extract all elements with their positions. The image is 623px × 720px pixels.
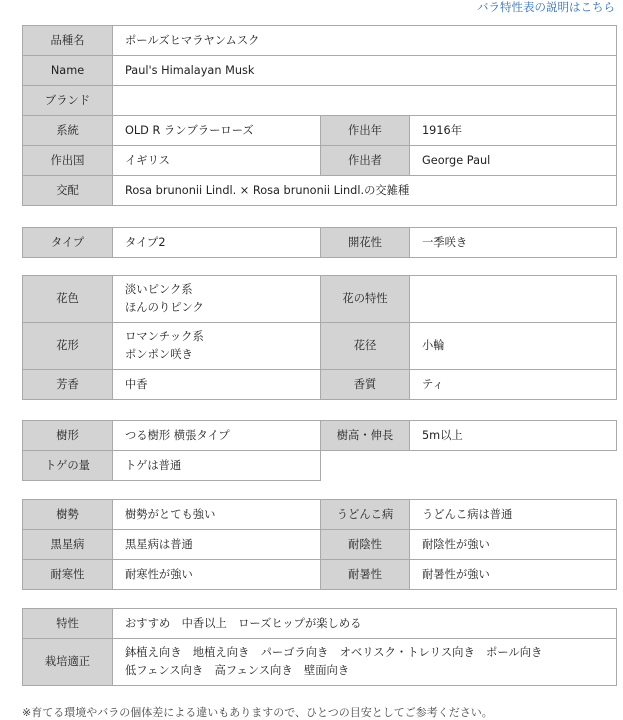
mildew-value: うどんこ病は普通 (410, 500, 617, 530)
suitability-label: 栽培適正 (23, 639, 113, 686)
suitability-value (113, 639, 617, 686)
form-label: 樹形 (23, 421, 113, 451)
table-row (23, 370, 617, 400)
country-value: イギリス (113, 146, 321, 176)
scent-label: 香質 (321, 370, 410, 400)
fragrance-value: 中香 (113, 370, 321, 400)
type-value: タイプ2 (113, 228, 321, 258)
table-row (23, 560, 617, 590)
table-row (23, 86, 617, 116)
vigor-label: 樹勢 (23, 500, 113, 530)
empty-cell (410, 451, 617, 481)
variety-value: ポールズヒマラヤンムスク (113, 26, 617, 56)
features-table (22, 608, 617, 686)
thorn-label: トゲの量 (23, 451, 113, 481)
feature-label: 特性 (23, 609, 113, 639)
cold-label: 耐寒性 (23, 560, 113, 590)
table-row (23, 530, 617, 560)
cross-label: 交配 (23, 176, 113, 206)
thorn-value: トゲは普通 (113, 451, 321, 481)
basic-info-table (22, 25, 617, 206)
vigor-value: 樹勢がとても強い (113, 500, 321, 530)
type-table (22, 227, 617, 258)
breeder-value: George Paul (410, 146, 617, 176)
health-table (22, 499, 617, 590)
table-row (23, 421, 617, 451)
flower-trait-value (410, 276, 617, 323)
plant-table (22, 420, 617, 481)
table-row (23, 451, 617, 481)
flower-color-line: ほんのりピンク (125, 301, 204, 314)
mildew-label: うどんこ病 (321, 500, 410, 530)
table-row (23, 56, 617, 86)
shade-value: 耐陰性が強い (410, 530, 617, 560)
height-value: 5m以上 (410, 421, 617, 451)
table-row (23, 276, 617, 323)
heat-value: 耐暑性が強い (410, 560, 617, 590)
name-label: Name (23, 56, 113, 86)
table-row (23, 323, 617, 370)
flower-shape-line: ロマンチック系 (125, 330, 204, 343)
type-label: タイプ (23, 228, 113, 258)
breeder-label: 作出者 (321, 146, 410, 176)
year-value: 1916年 (410, 116, 617, 146)
table-row (23, 26, 617, 56)
table-row (23, 609, 617, 639)
brand-label: ブランド (23, 86, 113, 116)
table-row (23, 146, 617, 176)
flower-table (22, 275, 617, 400)
suitability-line: 鉢植え向き 地植え向き パーゴラ向き オベリスク・トレリス向き ポール向き (125, 646, 543, 659)
flower-shape-label: 花形 (23, 323, 113, 370)
table-row (23, 176, 617, 206)
bloom-value: 一季咲き (410, 228, 617, 258)
bloom-label: 開花性 (321, 228, 410, 258)
cross-value: Rosa brunonii Lindl. × Rosa brunonii Lindl.の交雑種 (113, 176, 617, 206)
empty-cell (321, 451, 410, 481)
flower-color-value (113, 276, 321, 323)
flower-trait-label: 花の特性 (321, 276, 410, 323)
table-row (23, 500, 617, 530)
height-label: 樹高・伸長 (321, 421, 410, 451)
country-label: 作出国 (23, 146, 113, 176)
suitability-line: 低フェンス向き 高フェンス向き 壁面向き (125, 664, 350, 677)
table-row (23, 116, 617, 146)
brand-value (113, 86, 617, 116)
blackspot-label: 黒星病 (23, 530, 113, 560)
name-value: Paul's Himalayan Musk (113, 56, 617, 86)
table-row (23, 639, 617, 686)
shade-label: 耐陰性 (321, 530, 410, 560)
lineage-label: 系統 (23, 116, 113, 146)
footnote: ※育てる環境やバラの個体差による違いもありますので、ひとつの目安としてご参考ください。 (22, 706, 493, 719)
flower-shape-value (113, 323, 321, 370)
flower-color-label: 花色 (23, 276, 113, 323)
flower-color-line: 淡いピンク系 (125, 283, 193, 296)
fragrance-label: 芳香 (23, 370, 113, 400)
flower-size-label: 花径 (321, 323, 410, 370)
variety-label: 品種名 (23, 26, 113, 56)
blackspot-value: 黒星病は普通 (113, 530, 321, 560)
heat-label: 耐暑性 (321, 560, 410, 590)
lineage-value: OLD R ランブラーローズ (113, 116, 321, 146)
feature-value: おすすめ 中香以上 ローズヒップが楽しめる (113, 609, 617, 639)
form-value: つる樹形 横張タイプ (113, 421, 321, 451)
table-row (23, 228, 617, 258)
flower-size-value: 小輪 (410, 323, 617, 370)
scent-value: ティ (410, 370, 617, 400)
cold-value: 耐寒性が強い (113, 560, 321, 590)
flower-shape-line: ポンポン咲き (125, 348, 193, 361)
rose-spec-guide-link[interactable]: バラ特性表の説明はこちら (477, 0, 615, 14)
year-label: 作出年 (321, 116, 410, 146)
